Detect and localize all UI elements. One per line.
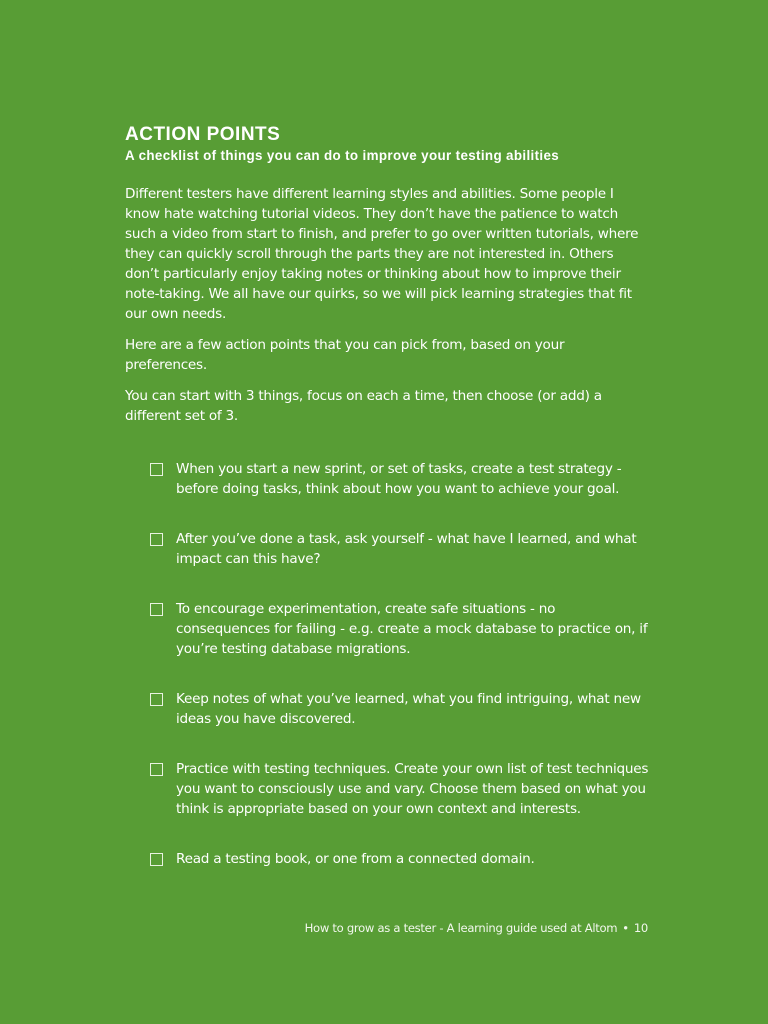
checklist-item-text: To encourage experimentation, create safe situations - no consequences for failing - e.g. create a mock database to practice on, if you’re testing database migrations. (176, 601, 648, 657)
checkbox[interactable] (150, 463, 163, 476)
action-checklist (125, 459, 650, 869)
page-footer (305, 921, 648, 935)
checklist-item-text: Read a testing book, or one from a connected domain. (176, 851, 535, 867)
page-title: ACTION POINTS (125, 124, 281, 145)
checklist-item (150, 459, 650, 499)
page-subtitle: A checklist of things you can do to improve your testing abilities (125, 148, 560, 163)
page-number: 10 (633, 921, 648, 935)
checkbox[interactable] (150, 763, 163, 776)
checklist-item (150, 599, 650, 659)
start-with-three-paragraph: You can start with 3 things, focus on each a time, then choose (or add) a different set of 3. (125, 388, 602, 424)
intro-paragraph: Different testers have different learning styles and abilities. Some people I know hate watching tutorial videos. They don’t have the patience to watch such a video from start to finish, and prefer to go over written tutorials, where they can quickly scroll through the parts they are not interested in. Others don’t particularly enjoy taking notes or thinking about how to improve their note-taking. We all have our quirks, so we will pick learning strategies that fit our own needs. (125, 186, 639, 322)
checkbox[interactable] (150, 603, 163, 616)
checklist-item (150, 529, 650, 569)
checkbox[interactable] (150, 693, 163, 706)
checklist-item-text: When you start a new sprint, or set of tasks, create a test strategy - before doing tasks, think about how you want to achieve your goal. (176, 461, 622, 497)
checklist-item (150, 849, 650, 869)
checklist-item (150, 759, 650, 819)
checkbox[interactable] (150, 853, 163, 866)
checkbox[interactable] (150, 533, 163, 546)
checklist-item-text: Practice with testing techniques. Create your own list of test techniques you want to consciously use and vary. Choose them based on what you think is appropriate based on your own context and interests. (176, 761, 649, 817)
checklist-item-text: After you’ve done a task, ask yourself - what have I learned, and what impact can this have? (176, 531, 637, 567)
footer-guide-title: How to grow as a tester - A learning guide used at Altom (304, 921, 618, 935)
page-content (125, 124, 650, 899)
action-points-intro: Here are a few action points that you can pick from, based on your preferences. (125, 337, 565, 373)
bullet-separator-icon: • (622, 921, 629, 935)
checklist-item-text: Keep notes of what you’ve learned, what you find intriguing, what new ideas you have discovered. (176, 691, 641, 727)
checklist-item (150, 689, 650, 729)
